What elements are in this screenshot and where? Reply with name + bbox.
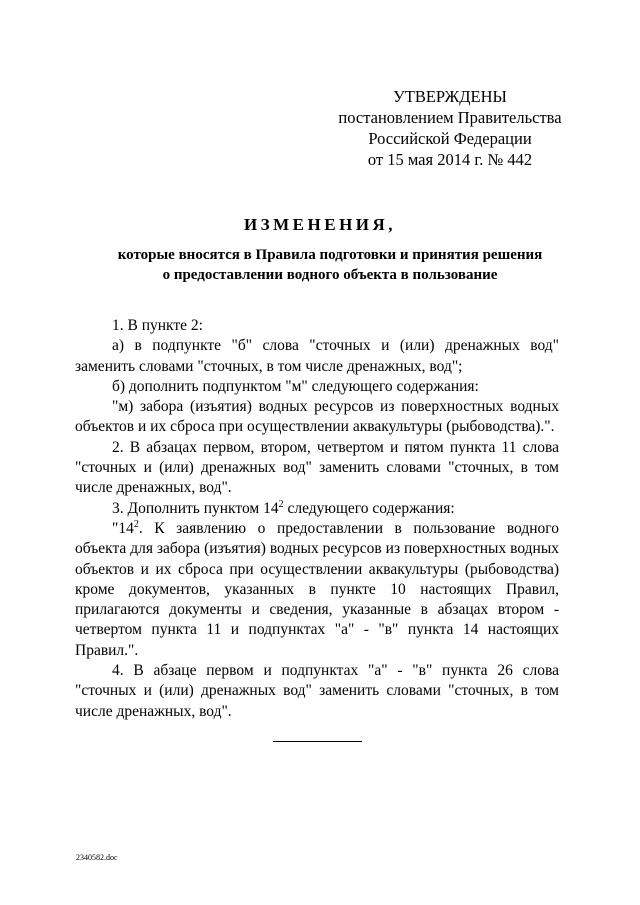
approval-heading: УТВЕРЖДЕНЫ: [393, 87, 507, 106]
paragraph-2: 2. В абзацах первом, втором, четвертом и пятом пункта 11 слова "сточных и (или) дренажных вод" заменить словами "сточных, в том числе дренажных, вод".: [75, 438, 559, 497]
paragraph-3-text: 3. Дополнить пунктом 14: [112, 499, 279, 517]
file-name-footer: 2340582.doc: [76, 853, 118, 862]
paragraph-3-superscript: 2: [278, 498, 284, 510]
paragraph-1b: б) дополнить подпунктом "м" следующего содержания:: [112, 377, 479, 395]
paragraph-3-quote-superscript: 2: [133, 518, 139, 530]
approval-decree-line: постановлением Правительства: [338, 108, 562, 127]
document-body: [75, 316, 559, 722]
approval-government-line: Российской Федерации: [368, 129, 532, 148]
document-title: ИЗМЕНЕНИЯ,: [243, 215, 397, 234]
paragraph-1a: а) в подпункте "б" слова "сточных и (или) дренажных вод" заменить словами "сточных, в том числе дренажных, вод";: [75, 337, 559, 375]
paragraph-3: [75, 499, 559, 519]
closing-rule-line: [273, 741, 362, 742]
paragraph-3-text-end: следующего содержания:: [283, 499, 455, 517]
paragraph-1b-quote: "м) забора (изъятия) водных ресурсов из поверхностных водных объектов и их сброса при осуществлении аквакультуры (рыбоводства).".: [75, 398, 559, 436]
paragraph-1: 1. В пункте 2:: [112, 317, 203, 334]
subtitle-line-2: о предоставлении водного объекта в пользование: [162, 267, 498, 283]
document-subtitle: [80, 245, 580, 285]
approval-date-number: от 15 мая 2014 г. № 442: [367, 150, 533, 169]
approval-stamp: [330, 86, 570, 170]
subtitle-line-1: которые вносятся в Правила подготовки и принятия решения: [117, 247, 543, 263]
paragraph-3-quote-text: . К заявлению о предоставлении в пользование водного объекта для забора (изъятия) водных ресурсов из поверхностных водных объектов и их сброса при осуществлении аквакультуры (рыбоводства) кроме документов, указанных в пункте 10 настоящих Правил, прилагаются документы и сведения, указанные в абзацах втором - четвертом пункта 11 и подпунктах "а" - "в" пункта 14 настоящих Правил.".: [75, 519, 559, 659]
paragraph-3-quote-start: "14: [112, 519, 134, 537]
paragraph-3-quote: [75, 519, 559, 661]
paragraph-4: 4. В абзаце первом и подпунктах "а" - "в" пункта 26 слова "сточных и (или) дренажных вод" заменить словами "сточных, в том числе дренажных, вод".: [75, 662, 559, 720]
